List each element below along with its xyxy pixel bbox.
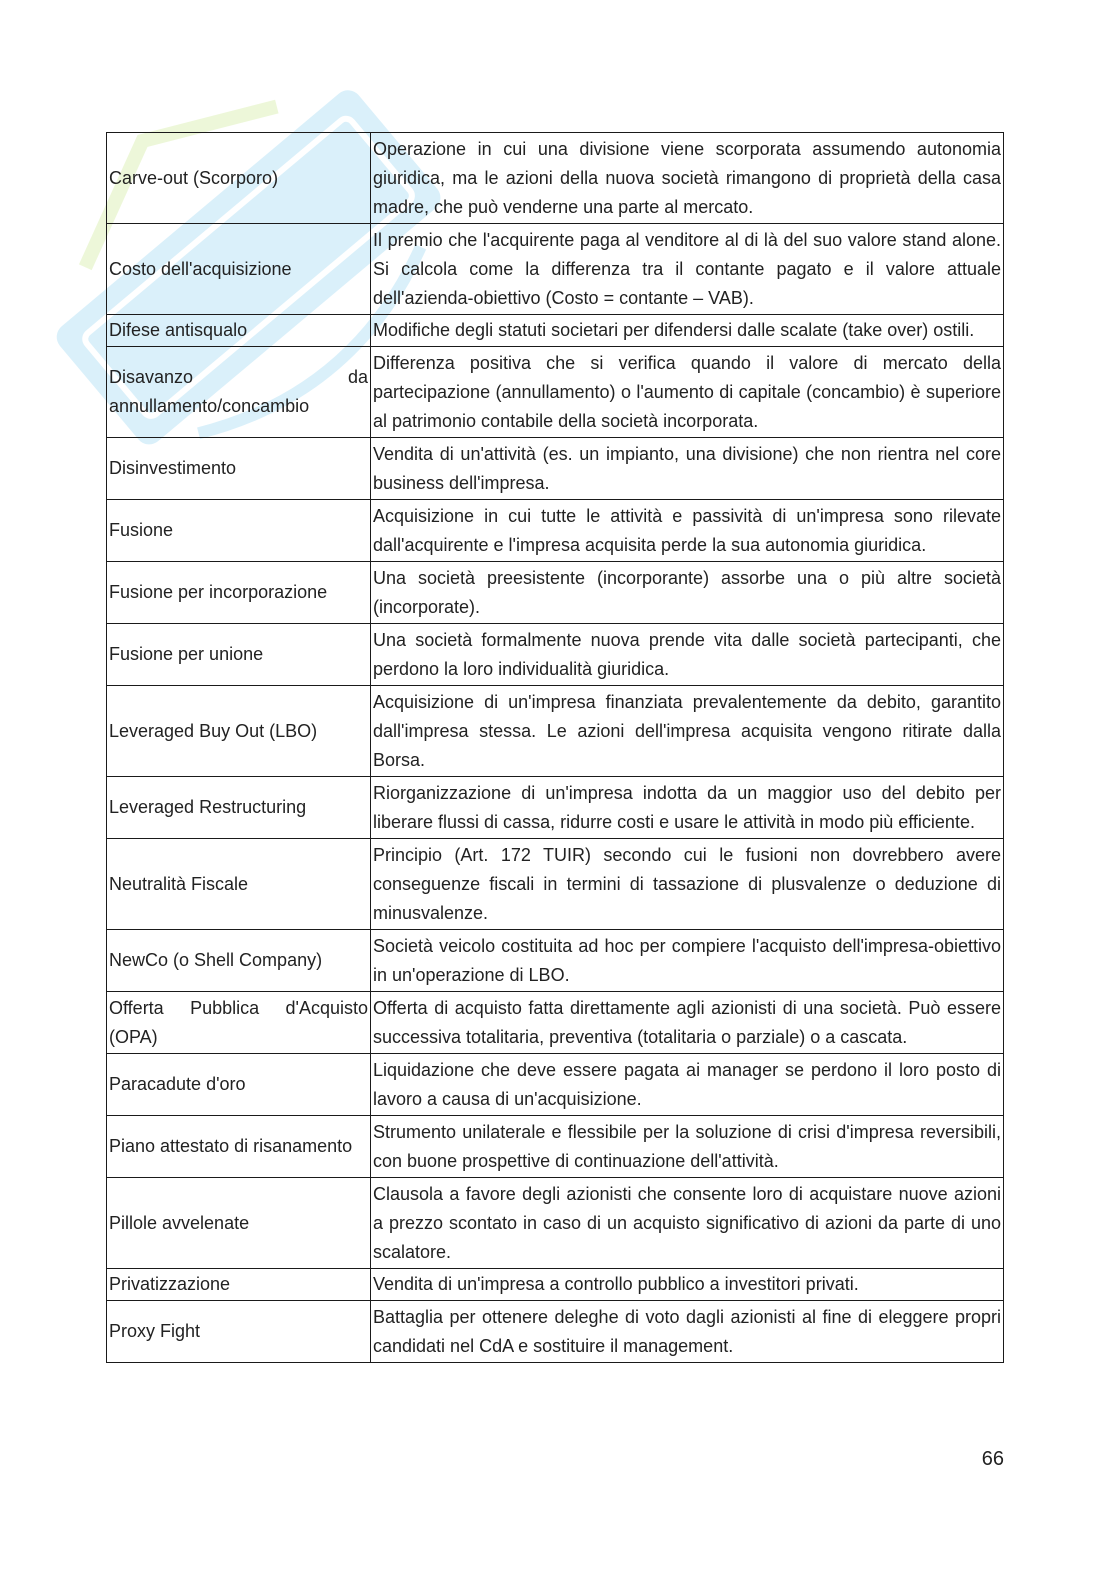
- definition-cell: Differenza positiva che si verifica quando il valore di mercato della partecipazione (annullamento) o l'aumento di capitale (concambio) è superiore al patrimonio contabile della società incorporata.: [371, 347, 1004, 438]
- definition-cell: Modifiche degli statuti societari per difendersi dalle scalate (take over) ostili.: [371, 315, 1004, 347]
- term-cell: Privatizzazione: [107, 1269, 371, 1301]
- definition-cell: Una società formalmente nuova prende vita dalle società partecipanti, che perdono la loro individualità giuridica.: [371, 624, 1004, 686]
- table-row: [107, 686, 1004, 777]
- term-cell: Proxy Fight: [107, 1301, 371, 1363]
- term-cell: Costo dell'acquisizione: [107, 224, 371, 315]
- term-cell: Leveraged Buy Out (LBO): [107, 686, 371, 777]
- table-row: [107, 1178, 1004, 1269]
- term-cell: Fusione per unione: [107, 624, 371, 686]
- definition-cell: Acquisizione in cui tutte le attività e passività di un'impresa sono rilevate dall'acquirente e l'impresa acquisita perde la sua autonomia giuridica.: [371, 500, 1004, 562]
- table-row: [107, 839, 1004, 930]
- term-cell: Disavanzo da annullamento/concambio: [107, 347, 371, 438]
- definition-cell: Principio (Art. 172 TUIR) secondo cui le fusioni non dovrebbero avere conseguenze fiscali in termini di tassazione di plusvalenze o deduzione di minusvalenze.: [371, 839, 1004, 930]
- definition-cell: Offerta di acquisto fatta direttamente agli azionisti di una società. Può essere successiva totalitaria, preventiva (totalitaria o parziale) o a cascata.: [371, 992, 1004, 1054]
- definition-cell: Società veicolo costituita ad hoc per compiere l'acquisto dell'impresa-obiettivo in un'operazione di LBO.: [371, 930, 1004, 992]
- term-cell: Leveraged Restructuring: [107, 777, 371, 839]
- definition-cell: Vendita di un'impresa a controllo pubblico a investitori privati.: [371, 1269, 1004, 1301]
- term-cell: Fusione per incorporazione: [107, 562, 371, 624]
- table-row: [107, 624, 1004, 686]
- table-row: [107, 224, 1004, 315]
- term-cell: Fusione: [107, 500, 371, 562]
- table-row: [107, 1054, 1004, 1116]
- term-cell: Neutralità Fiscale: [107, 839, 371, 930]
- definition-cell: Una società preesistente (incorporante) assorbe una o più altre società (incorporate).: [371, 562, 1004, 624]
- term-cell: Disinvestimento: [107, 438, 371, 500]
- table-row: [107, 1116, 1004, 1178]
- term-cell: NewCo (o Shell Company): [107, 930, 371, 992]
- term-cell: Piano attestato di risanamento: [107, 1116, 371, 1178]
- definition-cell: Liquidazione che deve essere pagata ai manager se perdono il loro posto di lavoro a causa di un'acquisizione.: [371, 1054, 1004, 1116]
- definition-cell: Il premio che l'acquirente paga al venditore al di là del suo valore stand alone. Si calcola come la differenza tra il contante pagato e il valore attuale dell'azienda-obiettivo (Costo = contante – VAB).: [371, 224, 1004, 315]
- table-row: [107, 562, 1004, 624]
- term-cell: Carve-out (Scorporo): [107, 133, 371, 224]
- table-row: [107, 133, 1004, 224]
- definition-cell: Clausola a favore degli azionisti che consente loro di acquistare nuove azioni a prezzo scontato in caso di un acquisto significativo di azioni da parte di uno scalatore.: [371, 1178, 1004, 1269]
- term-cell: Pillole avvelenate: [107, 1178, 371, 1269]
- term-cell: Difese antisqualo: [107, 315, 371, 347]
- definition-cell: Strumento unilaterale e flessibile per la soluzione di crisi d'impresa reversibili, con buone prospettive di continuazione dell'attività.: [371, 1116, 1004, 1178]
- term-cell: Paracadute d'oro: [107, 1054, 371, 1116]
- definition-cell: Battaglia per ottenere deleghe di voto dagli azionisti al fine di eleggere propri candidati nel CdA e sostituire il management.: [371, 1301, 1004, 1363]
- table-row: [107, 315, 1004, 347]
- definition-cell: Vendita di un'attività (es. un impianto, una divisione) che non rientra nel core business dell'impresa.: [371, 438, 1004, 500]
- page-number: 66: [981, 1448, 1004, 1470]
- table-row: [107, 992, 1004, 1054]
- table-row: [107, 930, 1004, 992]
- table-row: [107, 1269, 1004, 1301]
- table-row: [107, 347, 1004, 438]
- definition-cell: Operazione in cui una divisione viene scorporata assumendo autonomia giuridica, ma le azioni della nuova società rimangono di proprietà della casa madre, che può venderne una parte al mercato.: [371, 133, 1004, 224]
- table-row: [107, 500, 1004, 562]
- table-row: [107, 777, 1004, 839]
- table-row: [107, 1301, 1004, 1363]
- table-row: [107, 438, 1004, 500]
- definition-cell: Acquisizione di un'impresa finanziata prevalentemente da debito, garantito dall'impresa stessa. Le azioni dell'impresa acquisita vengono ritirate dalla Borsa.: [371, 686, 1004, 777]
- definition-cell: Riorganizzazione di un'impresa indotta da un maggior uso del debito per liberare flussi di cassa, ridurre costi e usare le attività in modo più efficiente.: [371, 777, 1004, 839]
- glossary-table: [106, 132, 1004, 1363]
- term-cell: Offerta Pubblica d'Acquisto (OPA): [107, 992, 371, 1054]
